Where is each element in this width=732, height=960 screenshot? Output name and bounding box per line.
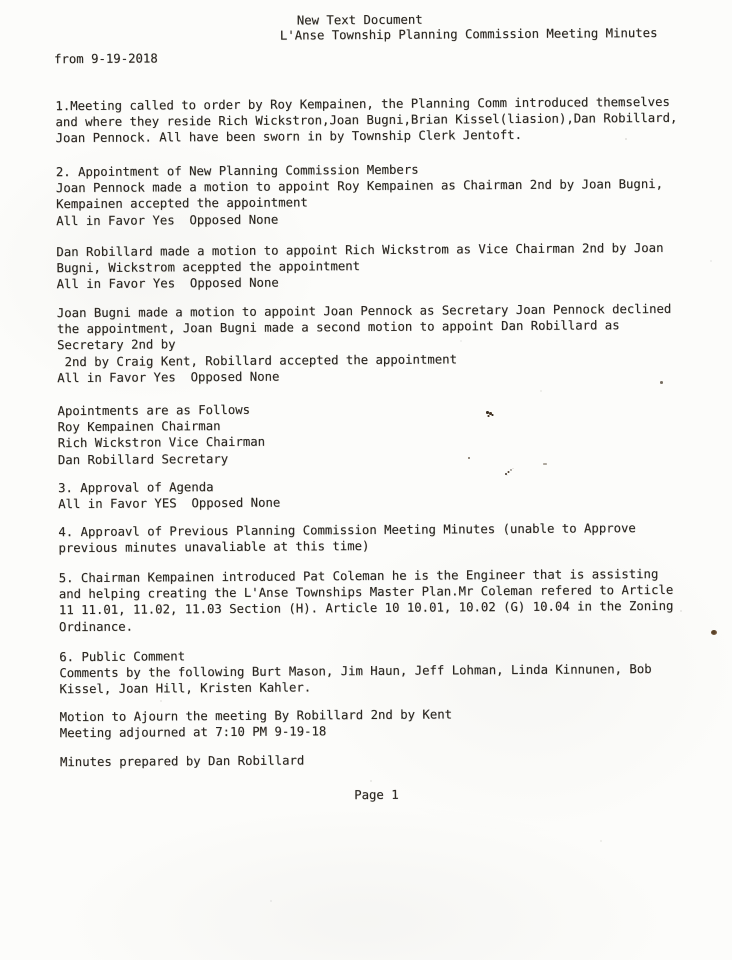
page-number: Page 1	[354, 787, 399, 803]
text-line: All in Favor YES Opposed None	[58, 495, 281, 512]
text-line: Kissel, Joan Hill, Kristen Kahler.	[59, 680, 312, 697]
paragraph	[60, 706, 453, 741]
text-line: Apointments are as Follows	[57, 402, 251, 419]
text-line: Rich Wickstron Vice Chairman	[57, 435, 266, 451]
text-line: and helping creating the L'Anse Townships Master Plan.Mr Coleman refered to Article	[58, 583, 674, 602]
paragraph	[59, 566, 674, 635]
text-line: 2nd by Craig Kent, Robillard accepted the appointment	[57, 351, 457, 369]
paragraph	[58, 479, 280, 513]
document-title: New Text Document	[296, 12, 423, 28]
paragraph	[56, 240, 663, 293]
ink-speck	[468, 457, 470, 459]
text-line: All in Favor Yes Opposed None	[57, 369, 280, 385]
text-line: previous minutes unavaliable at this time)	[58, 539, 370, 556]
paragraph	[56, 160, 664, 229]
text-line: and where they reside Rich Wickstron,Joan Bugni,Brian Kissel(liasion),Dan Robillard,	[55, 111, 678, 130]
minutes-body	[55, 0, 702, 960]
text-line: All in Favor Yes Opposed None	[56, 212, 279, 228]
text-line: Roy Kempainen Chairman	[57, 419, 221, 435]
ink-spot	[711, 630, 717, 635]
document-subtitle: L'Anse Township Planning Commission Meeting Minutes	[279, 25, 658, 43]
text-line: Meeting adjourned at 7:10 PM 9-19-18	[59, 724, 327, 741]
text-line: Joan Pennock made a motion to appoint Roy Kempainen as Chairman 2nd by Joan Bugni,	[55, 177, 664, 196]
ink-speck	[660, 381, 663, 384]
paper-noise	[120, 140, 122, 142]
ink-speck	[486, 411, 489, 414]
text-line: 1.Meeting called to order by Roy Kempainen, the Planning Comm introduced themselves	[55, 94, 670, 114]
text-line: Minutes prepared by Dan Robillard	[59, 753, 305, 770]
text-line: the appointment, Joan Bugni made a second motion to appoint Dan Robillard as	[56, 318, 620, 337]
text-line: Dan Robillard made a motion to appoint Rich Wickstrom as Vice Chairman 2nd by Joan	[56, 240, 664, 260]
document-date: from 9-19-2018	[54, 51, 158, 67]
paragraph	[59, 645, 652, 698]
text-line: Joan Pennock. All have been sworn in by Township Clerk Jentoft.	[55, 128, 523, 146]
paragraph	[60, 752, 304, 770]
text-line: Joan Bugni made a motion to appoint Joan Pennock as Secretary Joan Pennock declined	[56, 301, 672, 321]
text-line: Ordinance.	[58, 619, 134, 634]
text-line: Motion to Ajourn the meeting By Robillard 2nd by Kent	[59, 707, 453, 725]
text-line: 3. Approval of Agenda	[58, 480, 214, 496]
text-line: Secretary 2nd by	[57, 337, 176, 353]
text-line: 4. Approavl of Previous Planning Commission Meeting Minutes (unable to Approve	[58, 521, 636, 540]
paragraph	[55, 94, 677, 147]
text-line: 11 11.01, 11.02, 11.03 Section (H). Article 10 10.01, 10.02 (G) 10.04 in the Zoning	[58, 599, 674, 618]
text-line: 5. Chairman Kempainen introduced Pat Coleman he is the Engineer that is assisting	[58, 566, 659, 586]
paragraph	[57, 402, 265, 468]
ink-smudge	[505, 473, 507, 475]
text-line: All in Favor Yes Opposed None	[56, 276, 279, 292]
text-line: 6. Public Comment	[59, 649, 186, 665]
paragraph	[57, 301, 672, 386]
text-line: Comments by the following Burt Mason, Jim Haun, Jeff Lohman, Linda Kinnunen, Bob	[59, 662, 652, 681]
text-line: 2. Appointment of New Planning Commission Members	[55, 162, 419, 180]
text-line: Dan Robillard Secretary	[57, 451, 229, 467]
text-line: Kempainen accepted the appointment	[56, 195, 308, 212]
scan-smudge	[543, 463, 547, 465]
paragraph	[58, 520, 636, 556]
text-line: Bugni, Wickstrom aceppted the appointment	[56, 259, 361, 276]
